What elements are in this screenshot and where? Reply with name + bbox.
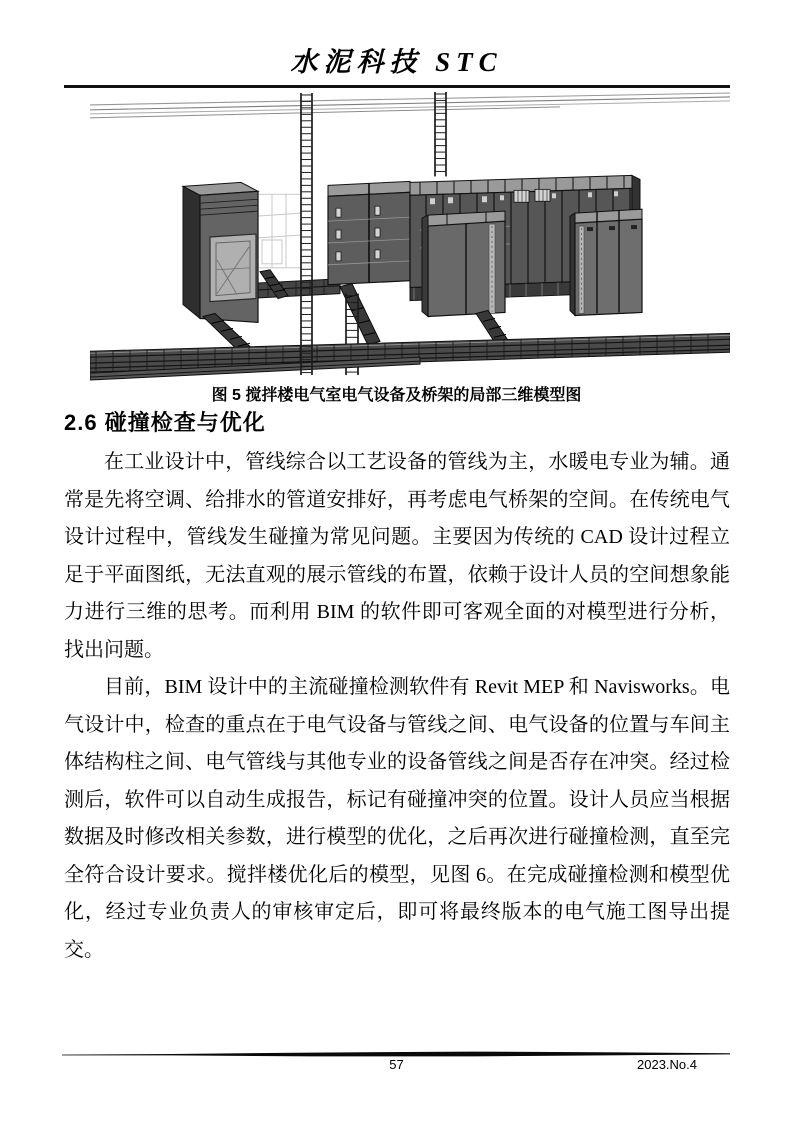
paragraph-1: 在工业设计中，管线综合以工艺设备的管线为主，水暖电专业为辅。通常是先将空调、给排水的管道安排好，再考虑电气桥架的空间。在传统电气设计过程中，管线发生碰撞为常见问题。主要因为传统的 CAD 设计过程立足于平面图纸，无法直观的展示管线的布置，依赖于设计人员的空间想象能力进行三维的思考。而利用 BIM 的软件即可客观全面的对模型进行分析，找出问题。 bbox=[64, 451, 730, 661]
beam-lines bbox=[90, 93, 730, 118]
figure-3d-model-svg bbox=[90, 91, 730, 384]
header-rule bbox=[64, 85, 730, 88]
paragraph-2: 目前，BIM 设计中的主流碰撞检测软件有 Revit MEP 和 Navisworks。电气设计中，检查的重点在于电气设备与管线之间、电气设备的位置与车间主体结构柱之间、电气管线与其他专业的设备管线之间是否存在冲突。经过检测后，软件可以自动生成报告，标记有碰撞冲突的位置。设计人员应当根据数据及时修改相关参数，进行模型的优化，之后再次进行碰撞检测，直至完全符合设计要求。搅拌楼优化后的模型，见图 6。在完成碰撞检测和模型优化，经过专业负责人的审核审定后，即可将最终版本的电气施工图导出提交。 bbox=[64, 676, 730, 961]
cabinet-front-group-2 bbox=[570, 209, 642, 315]
figure-3d-model bbox=[90, 91, 730, 384]
cabinet-front-group-1 bbox=[422, 211, 505, 316]
cabinet-left bbox=[183, 182, 258, 322]
journal-title: 水泥科技 STC bbox=[290, 47, 503, 77]
footer-rule-stroke bbox=[62, 1052, 730, 1057]
cable-tray-bottom bbox=[90, 333, 730, 380]
cabinet-middle-pair bbox=[328, 181, 410, 284]
article-body bbox=[64, 444, 730, 969]
page-number: 57 bbox=[389, 1057, 404, 1072]
figure-caption: 图 5 搅拌楼电气室电气设备及桥架的局部三维模型图 bbox=[211, 387, 582, 404]
section-heading: 2.6 碰撞检查与优化 bbox=[64, 410, 266, 435]
issue-number: 2023.No.4 bbox=[637, 1057, 697, 1072]
wireframe-structure bbox=[257, 194, 301, 267]
ladder-upper-right bbox=[435, 92, 446, 176]
ladder-tall bbox=[301, 93, 312, 375]
